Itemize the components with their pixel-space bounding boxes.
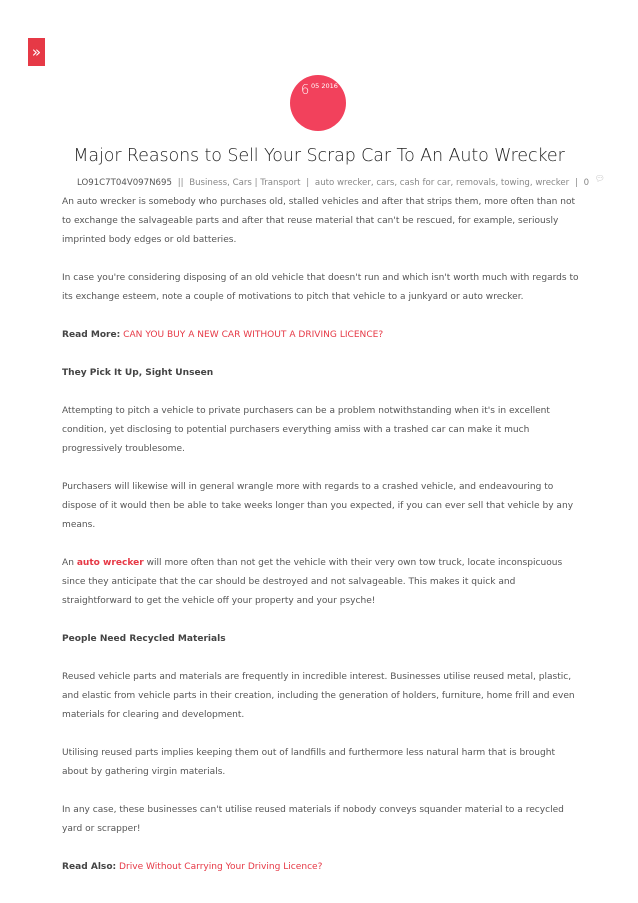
read-more-line (62, 326, 580, 345)
meta-separator: | (306, 178, 310, 188)
post-categories[interactable]: Business, Cars | Transport (189, 178, 301, 188)
comment-icon: 💬︎ (594, 174, 605, 183)
post-title: Major Reasons to Sell Your Scrap Car To An Auto Wrecker (73, 146, 565, 166)
paragraph-text: An (62, 558, 77, 568)
double-chevron-right-icon: » (31, 43, 42, 61)
date-day: 6 (301, 83, 310, 98)
paragraph (62, 554, 580, 611)
paragraph: Attempting to pitch a vehicle to private purchasers can be a problem notwithstanding when it's in excellent condition, yet disclosing to potential purchasers everything amiss with a trashed car can make it much progressively troublesome. (62, 406, 550, 454)
paragraph: Reused vehicle parts and materials are frequently in incredible interest. Businesses utilise reused metal, plastic, and elastic from vehicle parts in their creation, including the generation of holders, furniture, home frill and even materials for clearing and development. (62, 672, 575, 720)
meta-separator: | (574, 178, 578, 188)
read-also-label: Read Also: (62, 862, 117, 872)
section-heading: They Pick It Up, Sight Unseen (62, 368, 214, 378)
read-more-link[interactable]: CAN YOU BUY A NEW CAR WITHOUT A DRIVING LICENCE? (123, 330, 384, 340)
comment-count[interactable]: 0 (583, 178, 590, 188)
section-heading: People Need Recycled Materials (62, 634, 226, 644)
read-also-link[interactable]: Drive Without Carrying Your Driving Licence? (119, 862, 323, 872)
meta-separator: || (177, 178, 184, 188)
paragraph: An auto wrecker is somebody who purchases old, stalled vehicles and after that strips them, more often than not to exchange the salvageable parts and after that reuse material that can't be rescued, for example, seriously imprinted body edges or old batteries. (62, 197, 576, 245)
paragraph-text: will more often than not get the vehicle with their very own tow truck, locate inconspicuous since they anticipate that the car should be destroyed and not salvageable. This makes it quick and straightforward to get the vehicle off your property and your psyche! (62, 558, 563, 606)
post-content (62, 193, 580, 896)
paragraph: In case you're considering disposing of an old vehicle that doesn't run and which isn't worth much with regards to its exchange esteem, note a couple of motivations to pitch that vehicle to a junkyard or auto wrecker. (62, 273, 579, 302)
paragraph: Utilising reused parts implies keeping them out of landfills and furthermore less natural harm that is brought about by gathering virgin materials. (62, 748, 556, 777)
read-also-line (62, 858, 580, 877)
read-more-label: Read More: (62, 330, 121, 340)
auto-wrecker-link[interactable]: auto wrecker (76, 558, 144, 568)
post-tags[interactable]: auto wrecker, cars, cash for car, removals, towing, wrecker (314, 178, 570, 188)
paragraph: Purchasers will likewise will in general wrangle more with regards to a crashed vehicle, and endeavouring to dispose of it would then be able to take weeks longer than you expected, if you can ever sell that vehicle by any means. (62, 482, 574, 530)
menu-toggle-button[interactable] (28, 38, 45, 66)
post-author[interactable]: LO91C7T04V097N695 (77, 178, 172, 188)
date-month-year: 05 2016 (311, 82, 338, 90)
paragraph: In any case, these businesses can't utilise reused materials if nobody conveys squander material to a recycled yard or scrapper! (62, 805, 564, 834)
post-meta (77, 174, 605, 188)
